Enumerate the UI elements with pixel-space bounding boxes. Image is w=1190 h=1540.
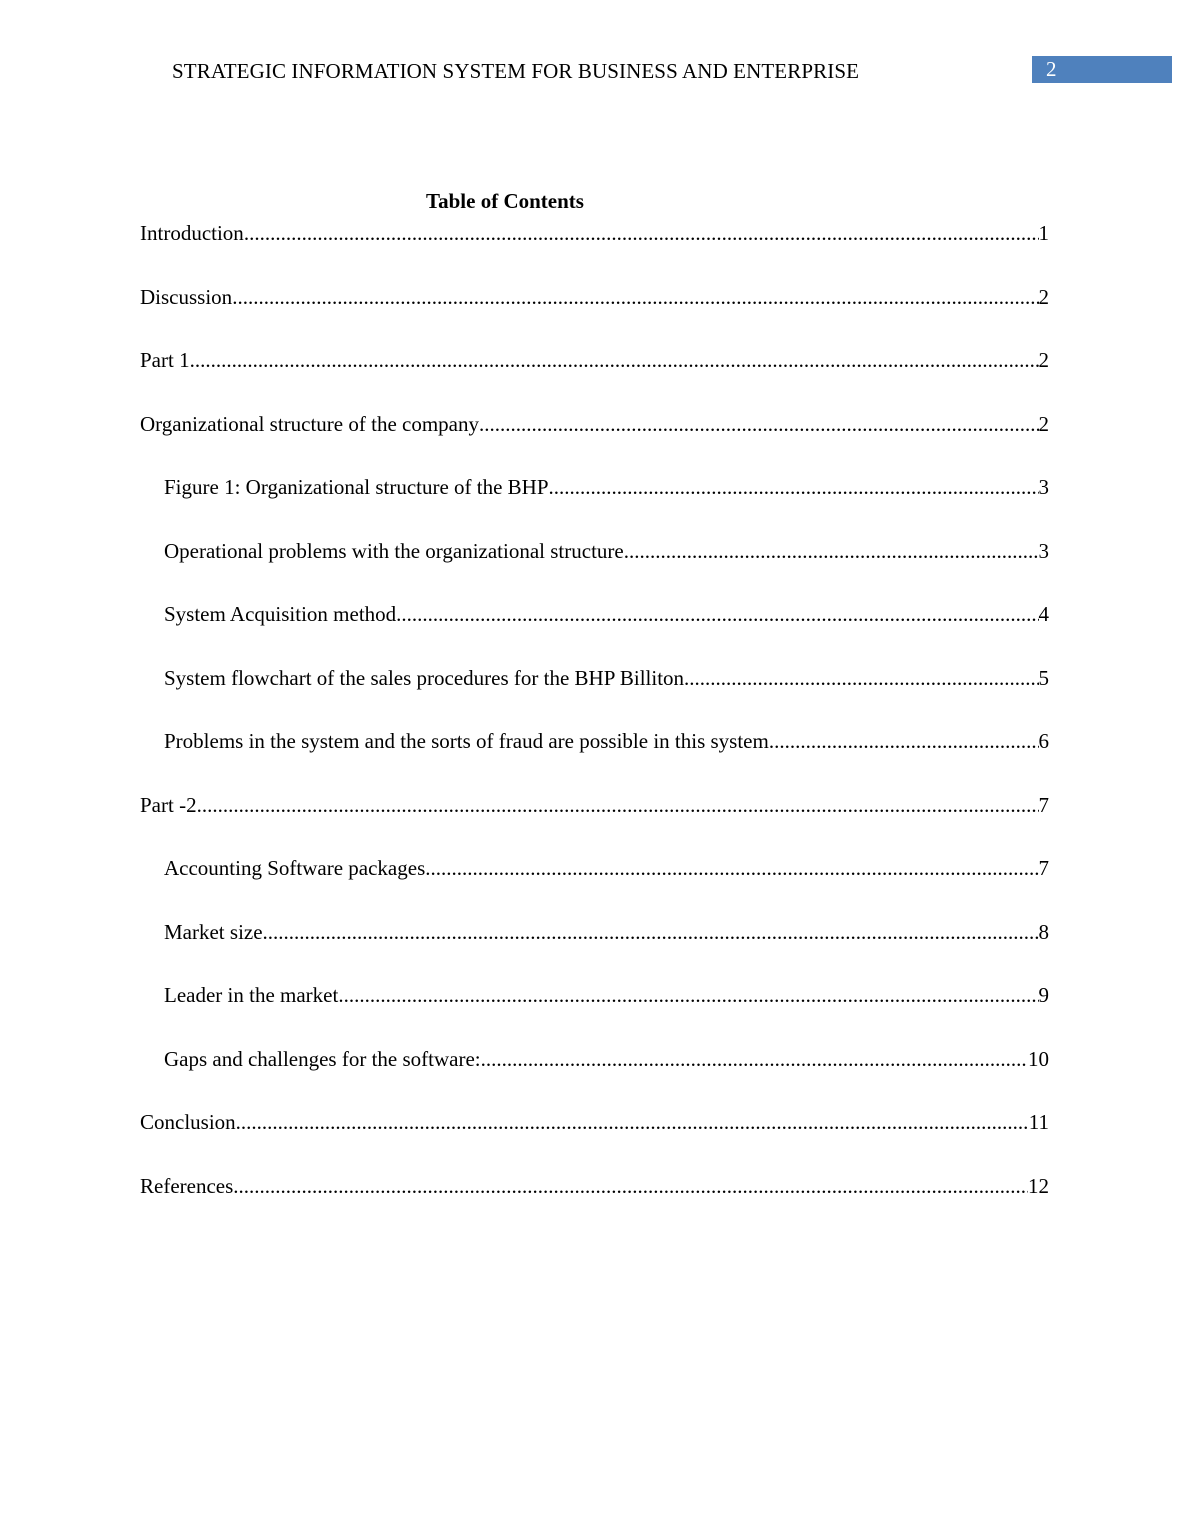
toc-dot-leader bbox=[244, 219, 1039, 247]
toc-dot-leader bbox=[190, 346, 1039, 374]
toc-entry-organizational-structure[interactable] bbox=[140, 410, 1049, 474]
table-of-contents bbox=[140, 219, 1049, 1235]
toc-entry-market-size[interactable] bbox=[140, 918, 1049, 982]
toc-dot-leader bbox=[769, 727, 1039, 755]
toc-entry-page: 2 bbox=[1038, 284, 1049, 309]
toc-dot-leader bbox=[338, 981, 1038, 1009]
toc-dot-leader bbox=[425, 854, 1038, 882]
toc-entry-page: 9 bbox=[1038, 983, 1049, 1007]
toc-entry-system-acquisition[interactable] bbox=[140, 600, 1049, 664]
toc-entry-system-flowchart[interactable] bbox=[140, 664, 1049, 728]
toc-dot-leader bbox=[232, 283, 1038, 311]
toc-dot-leader bbox=[549, 473, 1039, 501]
toc-entry-part-2[interactable] bbox=[140, 791, 1049, 855]
toc-entry-figure-1[interactable] bbox=[140, 473, 1049, 537]
toc-entry-page: 7 bbox=[1038, 856, 1049, 880]
toc-dot-leader bbox=[481, 1045, 1028, 1073]
toc-entry-text: Leader in the market bbox=[164, 983, 339, 1007]
toc-entry-page: 12 bbox=[1028, 1173, 1049, 1198]
toc-dot-leader bbox=[233, 1172, 1028, 1200]
toc-entry-text: Accounting Software packages bbox=[164, 856, 426, 880]
toc-entry-text: Market size bbox=[164, 919, 263, 944]
toc-entry-operational-problems[interactable] bbox=[140, 537, 1049, 601]
toc-entry-page: 8 bbox=[1038, 919, 1049, 944]
toc-entry-page: 11 bbox=[1028, 1110, 1049, 1134]
toc-entry-page: 2 bbox=[1038, 348, 1049, 372]
toc-entry-gaps-challenges[interactable] bbox=[140, 1045, 1049, 1109]
toc-entry-text: System Acquisition method bbox=[164, 602, 397, 626]
toc-entry-discussion[interactable] bbox=[140, 283, 1049, 347]
running-head: STRATEGIC INFORMATION SYSTEM FOR BUSINESS AND ENTERPRISE bbox=[172, 59, 860, 83]
toc-entry-introduction[interactable] bbox=[140, 219, 1049, 283]
toc-entry-part-1[interactable] bbox=[140, 346, 1049, 410]
toc-entry-text: References bbox=[140, 1173, 234, 1198]
toc-entry-page: 3 bbox=[1038, 475, 1049, 499]
toc-entry-page: 5 bbox=[1038, 665, 1049, 690]
toc-entry-page: 10 bbox=[1028, 1046, 1049, 1071]
toc-entry-text: Conclusion bbox=[140, 1110, 236, 1134]
toc-dot-leader bbox=[479, 410, 1039, 438]
toc-entry-accounting-software[interactable] bbox=[140, 854, 1049, 918]
toc-dot-leader bbox=[624, 537, 1039, 565]
toc-entry-text: Operational problems with the organizational structure bbox=[164, 538, 624, 563]
toc-entry-market-leader[interactable] bbox=[140, 981, 1049, 1045]
toc-dot-leader bbox=[197, 791, 1039, 819]
toc-entry-conclusion[interactable] bbox=[140, 1108, 1049, 1172]
toc-entry-page: 3 bbox=[1038, 538, 1049, 563]
toc-entry-page: 2 bbox=[1038, 411, 1049, 436]
toc-entry-text: Introduction bbox=[140, 221, 244, 245]
toc-dot-leader bbox=[684, 664, 1038, 692]
toc-entry-text: Discussion bbox=[140, 284, 233, 309]
toc-entry-text: Figure 1: Organizational structure of the BHP bbox=[164, 475, 549, 499]
toc-entry-page: 4 bbox=[1038, 602, 1049, 626]
toc-dot-leader bbox=[263, 918, 1039, 946]
toc-entry-page: 1 bbox=[1038, 221, 1049, 245]
toc-entry-text: Part 1 bbox=[140, 348, 190, 372]
toc-entry-text: Organizational structure of the company bbox=[140, 411, 479, 436]
page-number-badge: 2 bbox=[1032, 56, 1172, 83]
toc-entry-problems-fraud[interactable] bbox=[140, 727, 1049, 791]
toc-entry-text: Problems in the system and the sorts of fraud are possible in this system bbox=[164, 729, 769, 753]
toc-title: Table of Contents bbox=[426, 189, 584, 213]
toc-entry-text: System flowchart of the sales procedures for the BHP Billiton bbox=[164, 665, 685, 690]
toc-entry-references[interactable] bbox=[140, 1172, 1049, 1236]
toc-dot-leader bbox=[396, 600, 1038, 628]
toc-entry-page: 6 bbox=[1038, 729, 1049, 753]
toc-entry-text: Part -2 bbox=[140, 792, 197, 817]
toc-entry-page: 7 bbox=[1038, 792, 1049, 817]
toc-entry-text: Gaps and challenges for the software: bbox=[164, 1046, 481, 1071]
toc-dot-leader bbox=[236, 1108, 1029, 1136]
